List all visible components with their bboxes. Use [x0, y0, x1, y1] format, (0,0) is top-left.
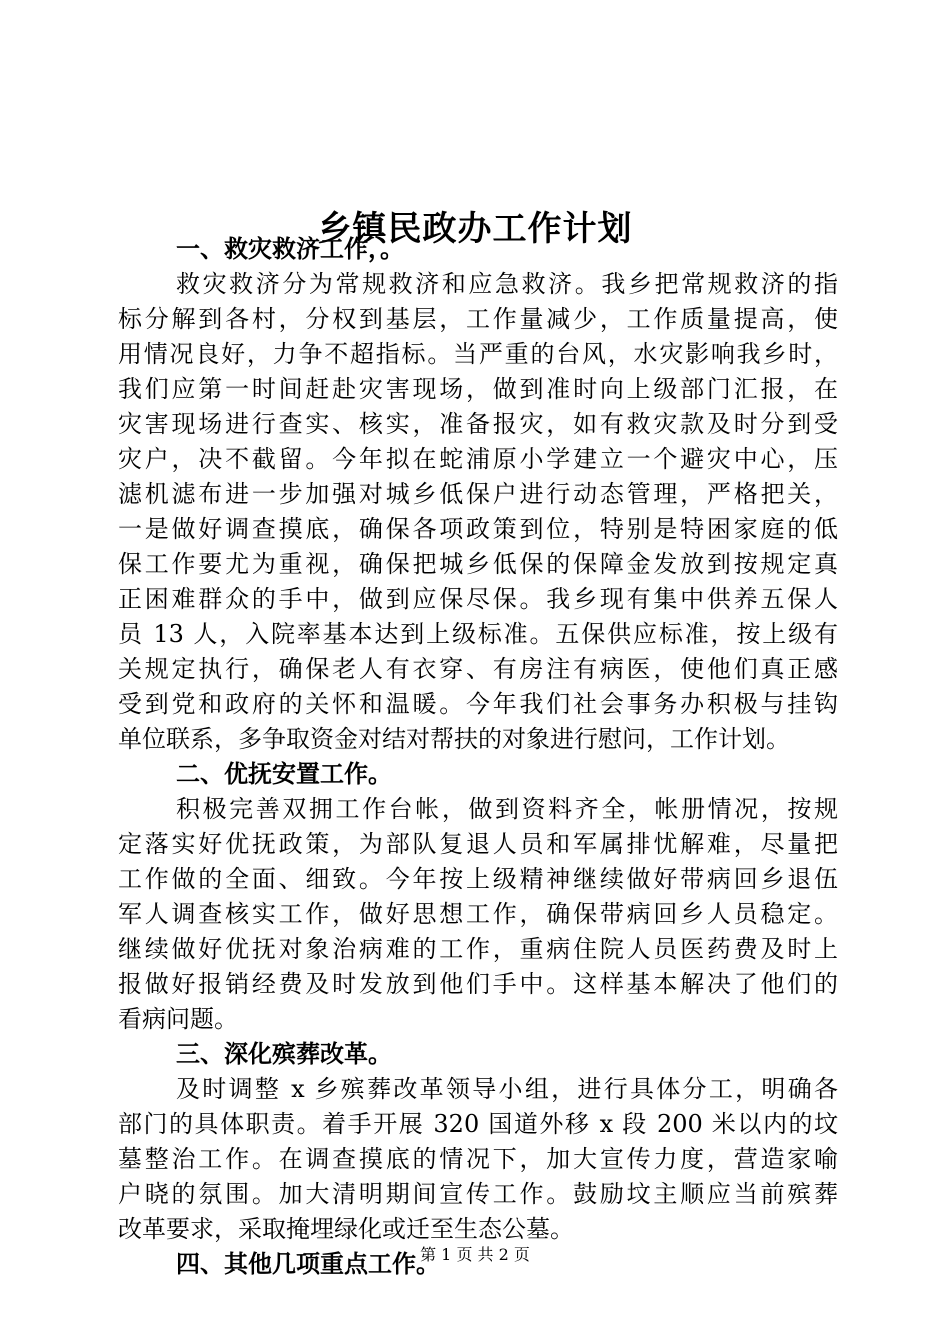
section-heading-disaster-relief: 一、救灾救济工作，。	[176, 235, 404, 263]
document-body	[118, 232, 838, 1282]
paragraph-line: 单位联系，多争取资金对结对帮扶的对象进行慰问，工作计划。	[118, 725, 790, 753]
paragraph-line: 报做好报销经费及时发放到他们手中。这样基本解决了他们的	[118, 970, 838, 998]
paragraph-line: 及时调整 x 乡殡葬改革领导小组，进行具体分工，明确各	[176, 1075, 838, 1103]
paragraph-line: 用情况良好，力争不超指标。当严重的台风，水灾影响我乡时，	[118, 340, 838, 368]
paragraph-line: 灾害现场进行查实、核实，准备报灾，如有救灾款及时分到受	[118, 410, 838, 438]
paragraph-line: 保工作要尤为重视，确保把城乡低保的保障金发放到按规定真	[118, 550, 838, 578]
paragraph-line: 关规定执行，确保老人有衣穿、有房注有病医，使他们真正感	[118, 655, 838, 683]
page-number-footer: 第 1 页 共 2 页	[420, 1245, 530, 1264]
paragraph-line: 墓整治工作。在调查摸底的情况下，加大宣传力度，营造家喻	[118, 1145, 838, 1173]
paragraph-line: 救灾救济分为常规救济和应急救济。我乡把常规救济的指	[176, 270, 838, 298]
paragraph-line: 积极完善双拥工作台帐，做到资料齐全，帐册情况，按规	[176, 795, 838, 823]
paragraph-line: 部门的具体职责。着手开展 320 国道外移 x 段 200 米以内的坟	[118, 1110, 838, 1138]
section-paragraph-special-care	[118, 792, 838, 1037]
paragraph-line: 受到党和政府的关怀和温暖。今年我们社会事务办积极与挂钩	[118, 690, 838, 718]
document-title: 乡镇民政办工作计划	[317, 208, 633, 249]
paragraph-line: 员 13 人，入院率基本达到上级标准。五保供应标准，按上级有	[118, 620, 838, 648]
paragraph-line: 户晓的氛围。加大清明期间宣传工作。鼓励坟主顺应当前殡葬	[118, 1180, 838, 1208]
section-heading-other-work: 四、其他几项重点工作。	[176, 1250, 440, 1278]
paragraph-line: 改革要求，采取掩埋绿化或迁至生态公墓。	[118, 1215, 574, 1243]
section-heading-funeral-reform: 三、深化殡葬改革。	[176, 1040, 392, 1068]
paragraph-line: 继续做好优抚对象治病难的工作，重病住院人员医药费及时上	[118, 935, 838, 963]
section-paragraph-funeral-reform	[118, 1072, 838, 1247]
paragraph-line: 滤机滤布进一步加强对城乡低保户进行动态管理，严格把关，	[118, 480, 838, 508]
section-paragraph-disaster-relief	[118, 267, 838, 757]
paragraph-line: 定落实好优抚政策，为部队复退人员和军属排忧解难，尽量把	[118, 830, 838, 858]
paragraph-line: 军人调查核实工作，做好思想工作，确保带病回乡人员稳定。	[118, 900, 838, 928]
paragraph-line: 工作做的全面、细致。今年按上级精神继续做好带病回乡退伍	[118, 865, 838, 893]
paragraph-line: 一是做好调查摸底，确保各项政策到位，特别是特困家庭的低	[118, 515, 838, 543]
paragraph-line: 标分解到各村，分权到基层，工作量减少，工作质量提高，使	[118, 305, 838, 333]
paragraph-line: 看病问题。	[118, 1005, 238, 1033]
paragraph-line: 我们应第一时间赶赴灾害现场，做到准时向上级部门汇报，在	[118, 375, 838, 403]
section-heading-special-care: 二、优抚安置工作。	[176, 760, 392, 788]
paragraph-line: 正困难群众的手中，做到应保尽保。我乡现有集中供养五保人	[118, 585, 838, 613]
paragraph-line: 灾户，决不截留。今年拟在蛇浦原小学建立一个避灾中心，压	[118, 445, 838, 473]
